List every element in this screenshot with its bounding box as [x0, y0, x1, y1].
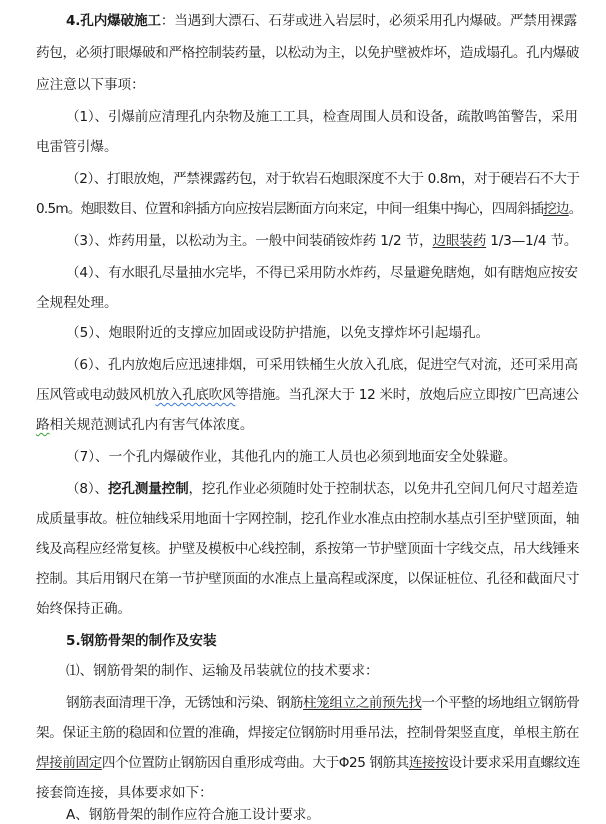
text-segment: 柱笼组立之前预先找	[303, 695, 422, 711]
paragraph-line	[66, 12, 577, 30]
text-segment: 相关规范测试孔内有害气体浓度。	[49, 417, 254, 433]
paragraph-line	[36, 386, 579, 404]
text-segment: （6）、孔内放炮后应迅速排烟，可采用铁桶生火放入孔底，促进空气对流，还可采用高	[66, 357, 578, 373]
text-segment: 架。保证主筋的稳固和位置的准确，焊接定位钢筋时用垂吊法，控制骨架竖直度，单根主筋在	[36, 725, 580, 741]
section-heading-blasting: 4.孔内爆破施工	[66, 13, 161, 29]
paragraph-line	[66, 108, 578, 126]
text-segment: 压风管或电动鼓风机	[36, 387, 156, 403]
text-segment: 。	[568, 201, 582, 217]
paragraph-line	[66, 448, 516, 466]
paragraph-line	[66, 662, 379, 680]
text-segment: 电雷管引爆。	[36, 139, 118, 155]
text-segment: （2）、打眼放炮，严禁裸露药包，对于软岩石炮眼深度不大于 0.8m，对于硬岩石不大于	[66, 171, 580, 187]
text-segment: A、钢筋骨架的制作应符合施工设计要求。	[66, 807, 320, 823]
text-segment: 边眼装药	[432, 233, 487, 249]
paragraph-line	[36, 570, 579, 588]
text-segment: ，挖孔作业必须随时处于控制状态，以免井孔空间几何尺寸超差造	[188, 481, 578, 497]
text-segment: 控制。其后用钢尺在第一节护壁顶面的水准点上量高程或深度，以保证桩位、孔径和截面尺寸	[36, 571, 580, 587]
text-segment: 放入孔底吹风	[155, 387, 236, 403]
paragraph-line	[66, 694, 580, 712]
paragraph-line	[36, 76, 145, 94]
paragraph-line	[66, 170, 580, 188]
paragraph-line	[66, 264, 578, 282]
text-segment: 路	[36, 417, 50, 433]
text-segment: 成质量事故。桩位轴线采用地面十字网控制，挖孔作业水准点由控制水基点引至护壁顶面，轴	[36, 511, 580, 527]
paragraph-line	[36, 784, 213, 802]
paragraph-line	[66, 632, 217, 650]
paragraph-line	[66, 356, 578, 374]
text-segment: 钢筋表面清理干净，无锈蚀和污染、钢筋	[66, 695, 304, 711]
paragraph-line	[66, 806, 320, 824]
text-segment: （7）、一个孔内爆破作业，其他孔内的施工人员也必须到地面安全处躲避。	[66, 449, 517, 465]
text-segment: 挖边	[543, 201, 569, 217]
text-segment: 一个平整的场地组立钢筋骨	[421, 695, 580, 711]
text-segment: 药包，必须打眼爆破和严格控制装药量，以松动为主，以免护壁被炸坏，造成塌孔。孔内爆破	[36, 45, 580, 61]
paragraph-line	[66, 232, 577, 250]
text-segment: 设计要求采用直螺纹连	[448, 755, 580, 771]
text-segment: 始终保持正确。	[36, 601, 132, 617]
paragraph-line	[36, 200, 582, 218]
text-segment: ⑴、钢筋骨架的制作、运输及吊装就位的技术要求：	[66, 663, 379, 679]
paragraph-line	[36, 138, 118, 156]
paragraph-line	[36, 510, 579, 528]
text-segment: 四个位置防止钢筋因自重形成弯曲。大于Φ25 钢筋其	[101, 755, 409, 771]
text-segment: 连接按	[408, 755, 449, 771]
paragraph-line	[36, 724, 579, 742]
text-segment: 应注意以下事项：	[36, 77, 145, 93]
text-segment: 等措施。当孔深大于 12 米时，放炮后应立即按广巴高速公	[235, 387, 579, 403]
paragraph-line	[66, 480, 578, 498]
text-segment: （5）、炮眼附近的支撑应加固或设防护措施，以免支撑炸坏引起塌孔。	[66, 325, 490, 341]
paragraph-line	[66, 324, 489, 342]
paragraph-line	[36, 540, 579, 558]
text-segment: （3）、炸药用量，以松动为主。一般中间装硝铵炸药 1/2 节，	[66, 233, 433, 249]
section-heading-rebar-cage: 5.钢筋骨架的制作及安装	[66, 633, 217, 649]
paragraph-line	[36, 294, 118, 312]
text-segment: 挖孔测量控制	[107, 481, 189, 497]
text-segment: 接套筒连接，具体要求如下：	[36, 785, 213, 801]
text-segment: 全规程处理。	[36, 295, 118, 311]
text-segment: （4）、有水眼孔尽量抽水完毕，不得已采用防水炸药，尽量避免瞎炮，如有瞎炮应按安	[66, 265, 578, 281]
paragraph-line	[36, 754, 580, 772]
text-segment: （1）、引爆前应清理孔内杂物及施工工具，检查周围人员和设备，疏散鸣笛警告，采用	[66, 109, 578, 125]
paragraph-line	[36, 44, 579, 62]
text-segment: 1/3—1/4 节。	[486, 233, 578, 249]
paragraph-line	[36, 600, 131, 618]
text-segment: 0.5m。炮眼数目、位置和斜插方向应按岩层断面方向来定，中间一组集中掏心，四周斜插	[36, 201, 544, 217]
text-segment: 线及高程应经常复核。护壁及模板中心线控制，系按第一节护壁顶面十字线交点，吊大线锤来	[36, 541, 580, 557]
text-segment: ：当遇到大漂石、石芽或进入岩层时，必须采用孔内爆破。严禁用裸露	[160, 13, 577, 29]
paragraph-line	[36, 416, 254, 434]
text-segment: 焊接前固定	[36, 755, 102, 771]
text-segment: （8）、	[66, 481, 108, 497]
